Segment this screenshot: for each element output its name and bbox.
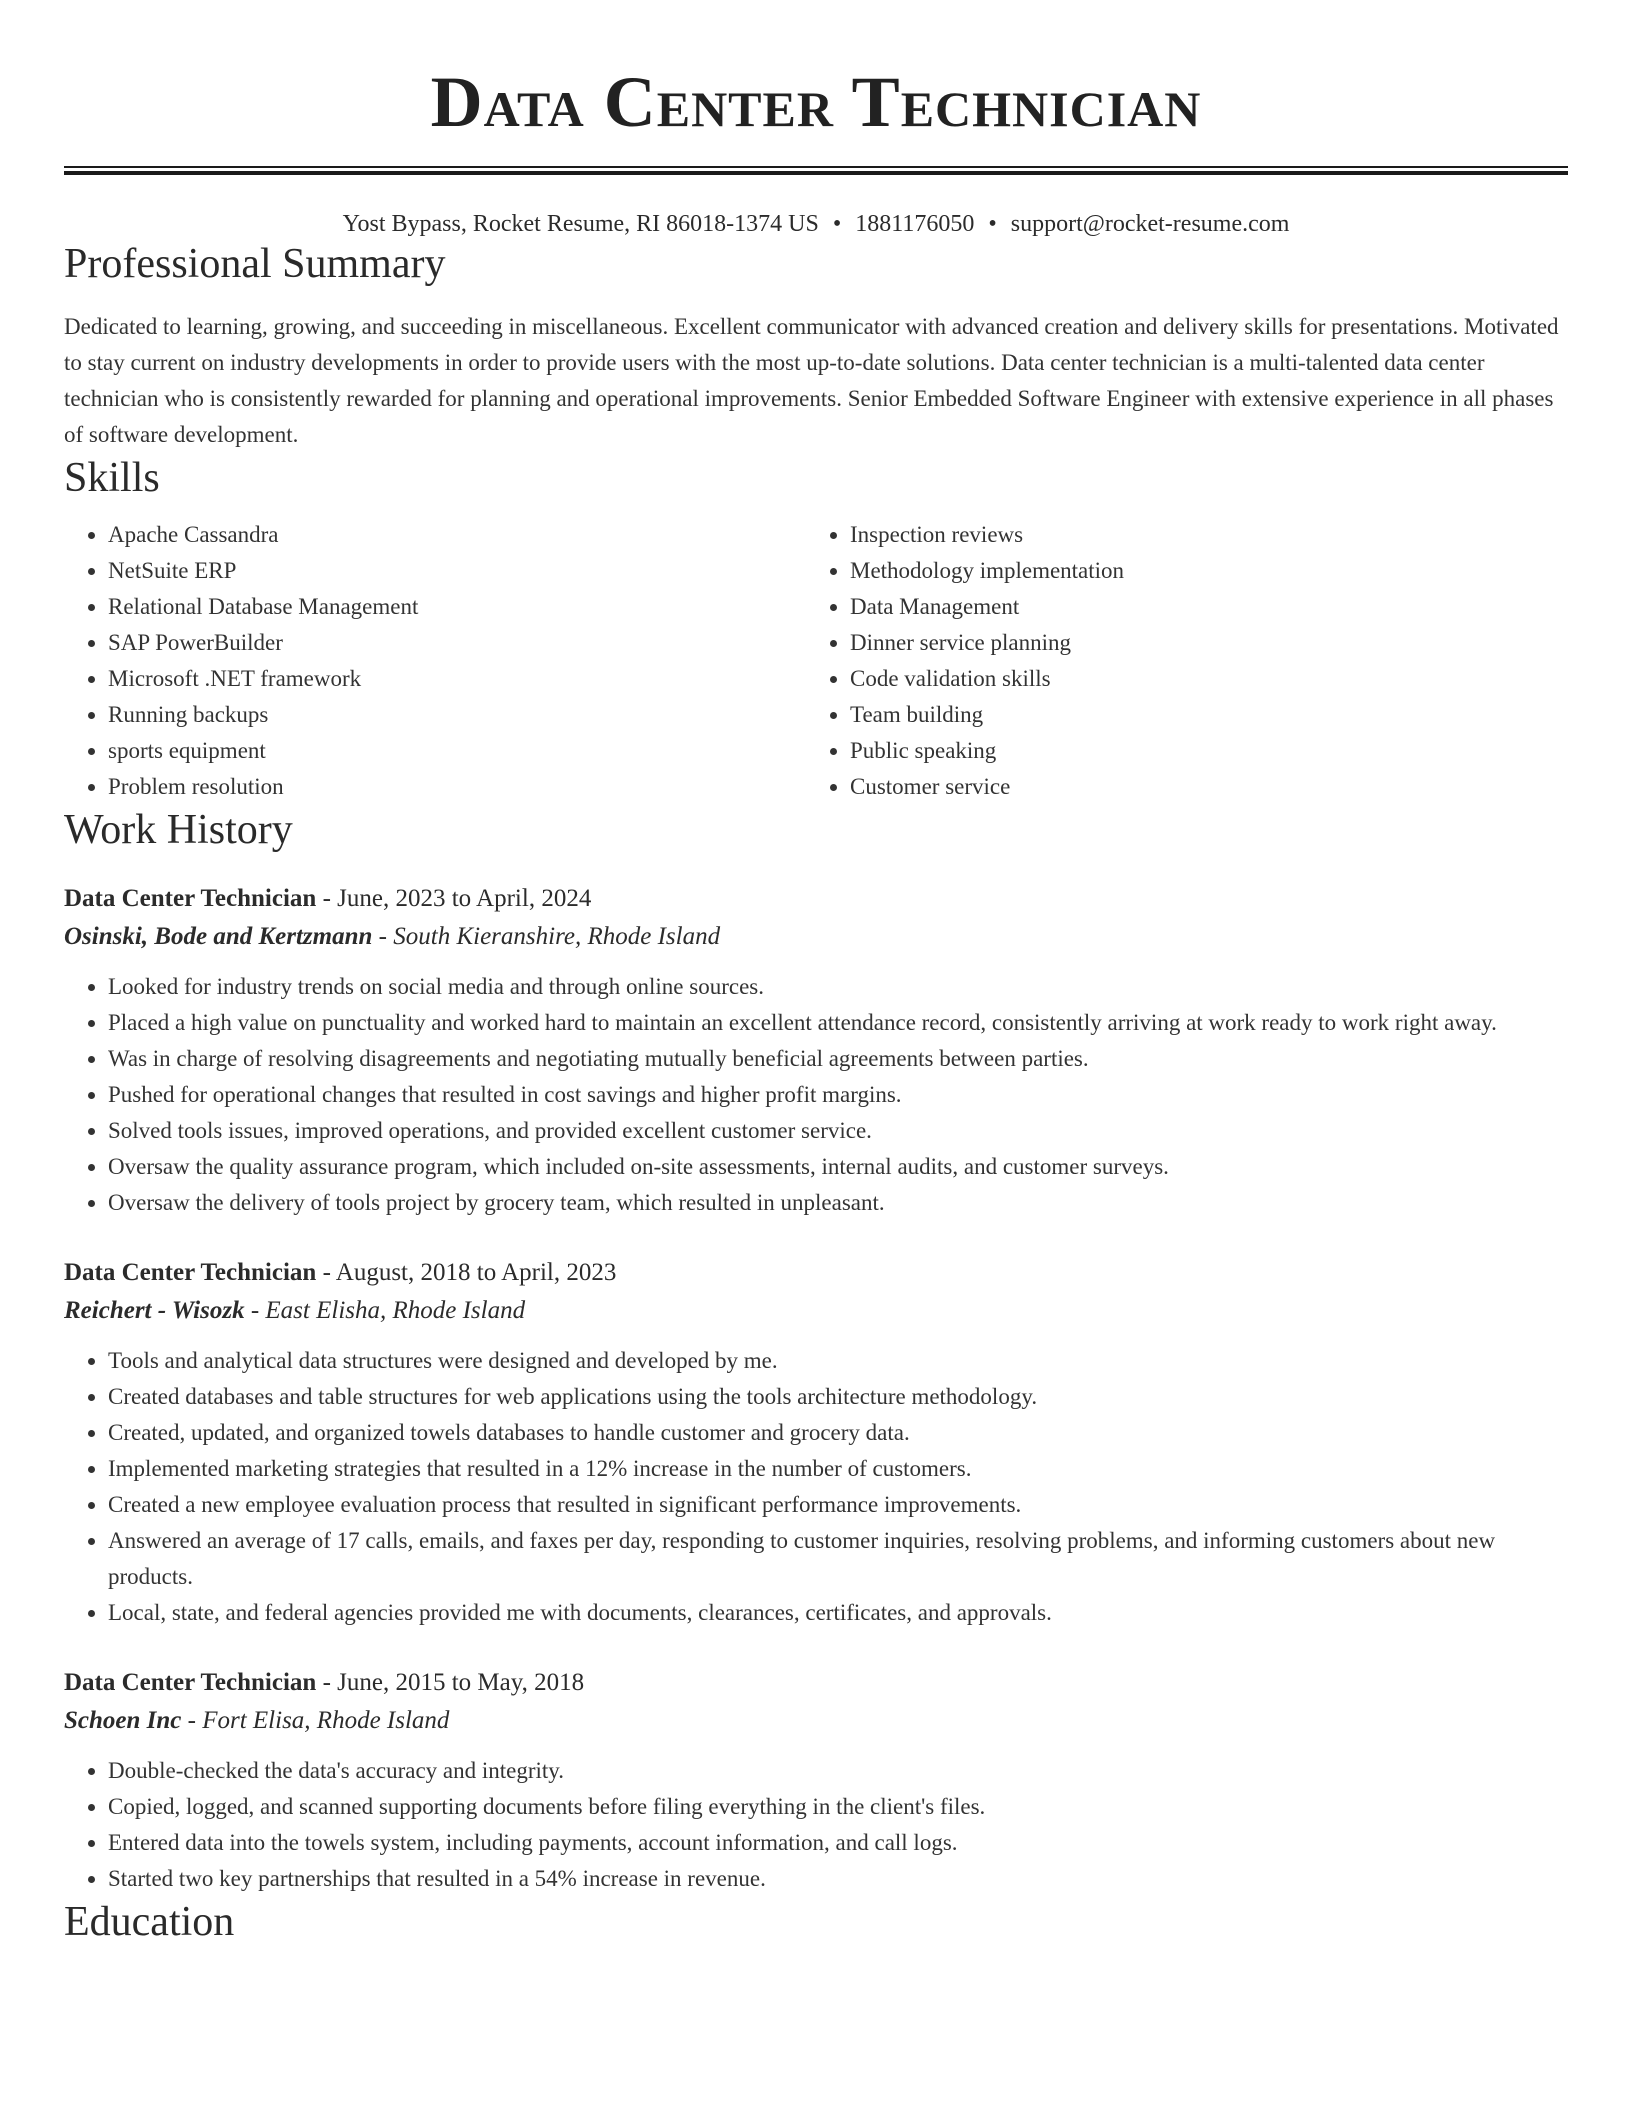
summary-text: Dedicated to learning, growing, and succeeding in miscellaneous. Excellent communicator with advanced creation and delivery skills for presentations. Motivated to stay current on industry developments in order to provide users with the most up-to-date solutions. Data center technician is a multi-talented data center technician who is consistently rewarded for planning and operational improvements. Senior Embedded Software Engineer with extensive experience in all phases of software development.: [64, 314, 1559, 447]
job-title: Data Center Technician: [64, 885, 317, 912]
job-dates: - August, 2018 to April, 2023: [316, 1259, 617, 1286]
job-location: - East Elisha, Rhode Island: [244, 1297, 526, 1324]
job-employer-line: [64, 1701, 1568, 1741]
skill-item: • Methodology implementation: [850, 553, 1548, 589]
skill-item: • SAP PowerBuilder: [108, 625, 806, 661]
job-employer: Osinski, Bode and Kertzmann: [64, 923, 373, 950]
job-bullet: • Started two key partnerships that resulted in a 54% increase in revenue.: [108, 1861, 1568, 1897]
bullet-separator: •: [988, 211, 997, 237]
skill-item: • Relational Database Management: [108, 589, 806, 625]
bullet-separator: •: [832, 211, 842, 237]
contact-address: Yost Bypass, Rocket Resume, RI 86018-1374 US: [342, 211, 819, 237]
job-bullet: • Answered an average of 17 calls, emails, and faxes per day, responding to customer inquiries, resolving problems, and informing customers about new products.: [108, 1523, 1568, 1595]
skill-item: • Microsoft .NET framework: [108, 661, 806, 697]
summary-heading: Professional Summary: [64, 241, 446, 287]
job-title-line: [64, 1255, 1568, 1291]
job-bullet: • Tools and analytical data structures were designed and developed by me.: [108, 1343, 1568, 1379]
job-title-line: [64, 1665, 1568, 1701]
skill-item: • Data Management: [850, 589, 1548, 625]
contact-phone: 1881176050: [855, 211, 975, 237]
contact-email: support@rocket-resume.com: [1010, 211, 1290, 237]
job-bullet: • Created a new employee evaluation process that resulted in significant performance improvements.: [108, 1487, 1568, 1523]
job-bullet: • Oversaw the quality assurance program, which included on-site assessments, internal audits, and customer surveys.: [108, 1149, 1568, 1185]
job-title: Data Center Technician: [64, 1669, 317, 1696]
job-employer-line: [64, 1291, 1568, 1331]
job-title: Data Center Technician: [64, 1259, 317, 1286]
job-bullet: • Copied, logged, and scanned supporting documents before filing everything in the client's files.: [108, 1789, 1568, 1825]
job-bullet: • Entered data into the towels system, including payments, account information, and call logs.: [108, 1825, 1568, 1861]
skill-item: • Inspection reviews: [850, 517, 1548, 553]
work-history-heading: Work History: [64, 807, 293, 853]
skill-item: • Customer service: [850, 769, 1548, 805]
skill-item: • Team building: [850, 697, 1548, 733]
skill-item: • sports equipment: [108, 733, 806, 769]
job-bullets: [64, 969, 1568, 1221]
job-bullet: • Implemented marketing strategies that resulted in a 12% increase in the number of customers.: [108, 1451, 1568, 1487]
job-bullet: • Created, updated, and organized towels databases to handle customer and grocery data.: [108, 1415, 1568, 1451]
job-bullet: • Created databases and table structures for web applications using the tools architecture methodology.: [108, 1379, 1568, 1415]
skills-list: [64, 517, 1568, 805]
skill-item: • Public speaking: [850, 733, 1548, 769]
skill-item: • NetSuite ERP: [108, 553, 806, 589]
skill-item: • Problem resolution: [108, 769, 806, 805]
job-dates: - June, 2015 to May, 2018: [316, 1669, 585, 1696]
job-bullet: • Double-checked the data's accuracy and integrity.: [108, 1753, 1568, 1789]
job-bullet: • Solved tools issues, improved operations, and provided excellent customer service.: [108, 1113, 1568, 1149]
skills-heading: Skills: [64, 455, 160, 501]
job-employer-line: [64, 917, 1568, 957]
job-bullet: • Pushed for operational changes that resulted in cost savings and higher profit margins.: [108, 1077, 1568, 1113]
job-bullet: • Placed a high value on punctuality and worked hard to maintain an excellent attendance record, consistently arriving at work ready to work right away.: [108, 1005, 1568, 1041]
education-heading: Education: [64, 1899, 235, 1945]
job-bullets: [64, 1753, 1568, 1897]
job-bullet: • Looked for industry trends on social media and through online sources.: [108, 969, 1568, 1005]
skill-item: • Running backups: [108, 697, 806, 733]
job-bullet: • Was in charge of resolving disagreements and negotiating mutually beneficial agreements between parties.: [108, 1041, 1568, 1077]
job-bullet: • Oversaw the delivery of tools project by grocery team, which resulted in unpleasant.: [108, 1185, 1568, 1221]
job-entry: [64, 1255, 1568, 1631]
job-dates: - June, 2023 to April, 2024: [316, 885, 592, 912]
skills-column-right: [806, 517, 1548, 805]
resume-title: Data Center Technician: [430, 62, 1202, 142]
contact-line: [64, 209, 1568, 239]
job-employer: Reichert - Wisozk: [64, 1297, 245, 1324]
job-bullets: [64, 1343, 1568, 1631]
skill-item: • Dinner service planning: [850, 625, 1548, 661]
job-location: - Fort Elisa, Rhode Island: [181, 1707, 450, 1734]
resume-page: [64, 0, 1568, 1947]
job-location: - South Kieranshire, Rhode Island: [372, 923, 721, 950]
job-title-line: [64, 881, 1568, 917]
skills-column-left: [64, 517, 806, 805]
job-entry: [64, 1665, 1568, 1897]
skill-item: • Apache Cassandra: [108, 517, 806, 553]
skill-item: • Code validation skills: [850, 661, 1548, 697]
title-divider: [64, 166, 1568, 175]
job-entry: [64, 881, 1568, 1221]
job-employer: Schoen Inc: [64, 1707, 182, 1734]
job-bullet: • Local, state, and federal agencies provided me with documents, clearances, certificates, and approvals.: [108, 1595, 1568, 1631]
